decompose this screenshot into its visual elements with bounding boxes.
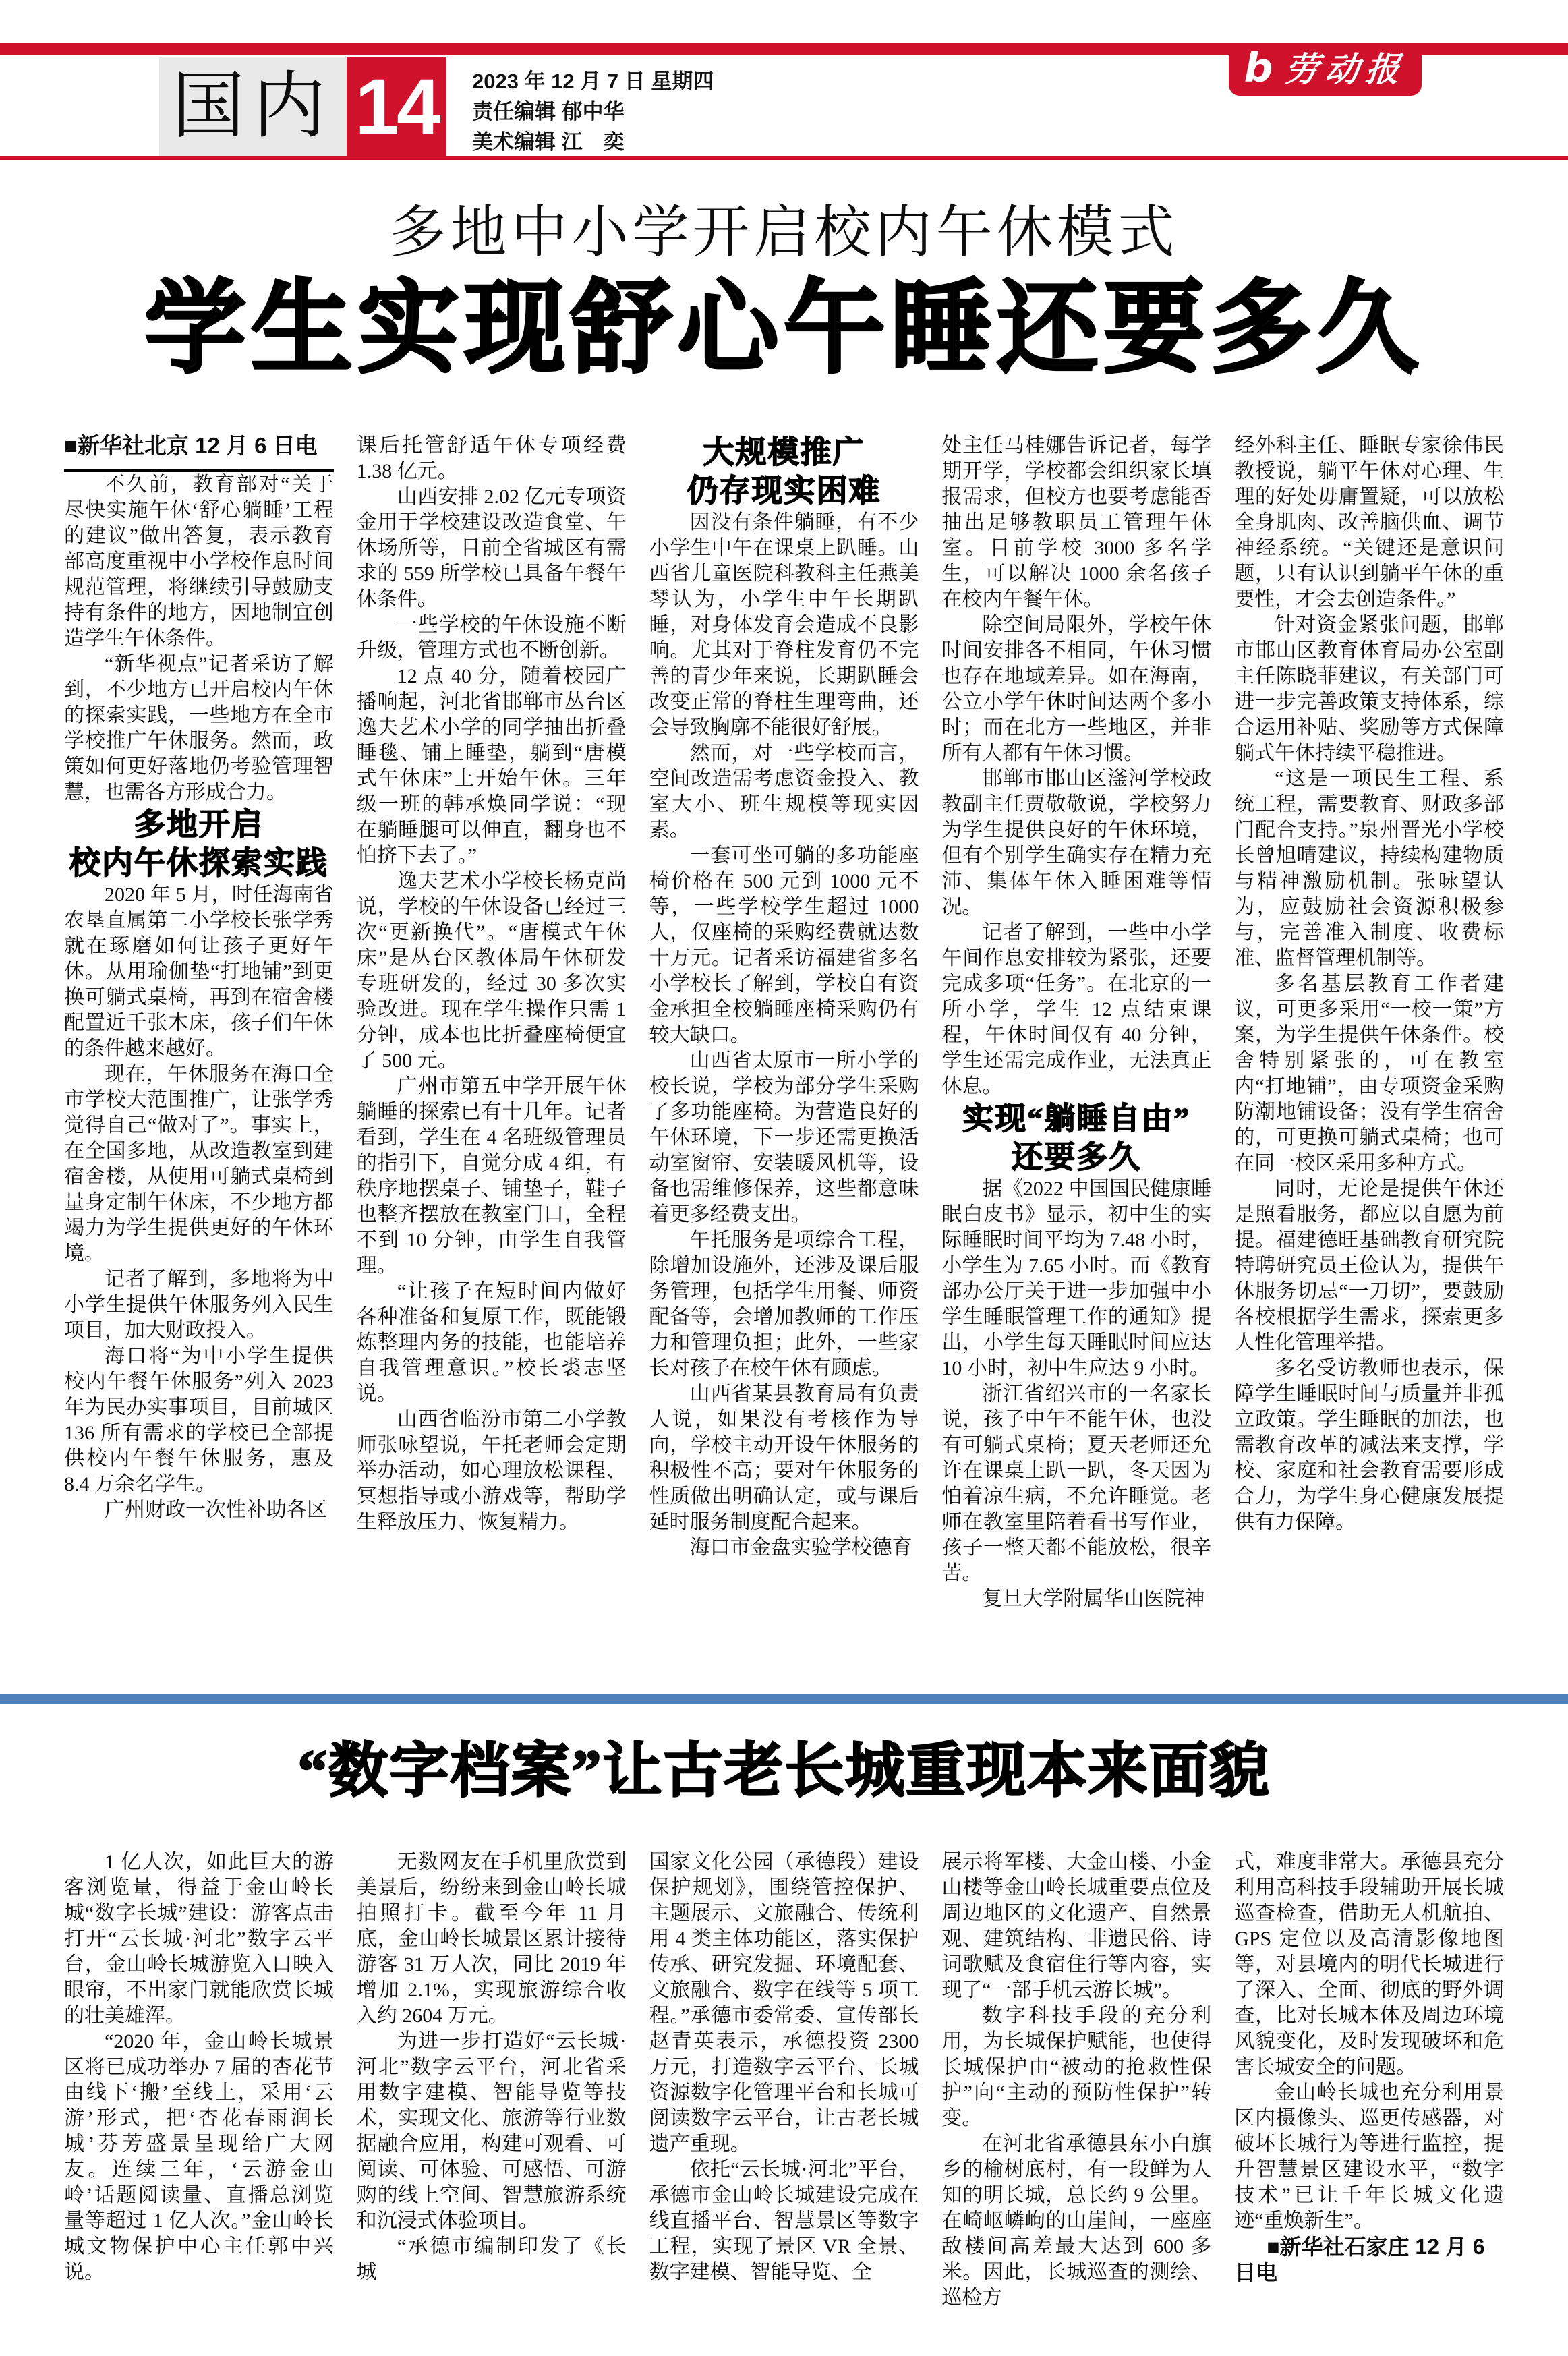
article1-column-1 (64, 433, 334, 1642)
article-paragraph: 国家文化公园（承德段）建设保护规划》，围绕管控保护、主题展示、文旅融合、传统利用 4 类主体功能区，落实保护传承、研究发掘、环境配套、文旅融合、数字在线等 5 项工程。”承德市委常委、宣传部长赵青英表示，承德投资 2300 万元，打造数字云平台、长城资源数字化管理平台和长城可阅读数字云平台，让古老长城遗产重现。 (649, 1851, 919, 2155)
article-dateline: ■新华社石家庄 12 月 6 日电 (1234, 2235, 1485, 2285)
section-box (159, 57, 347, 157)
article2-column-5 (1234, 1849, 1504, 2356)
page-number: 14 (355, 62, 438, 152)
article-subhead: 多地开启 校内午休探索实践 (69, 807, 328, 881)
article1-column-5 (1234, 433, 1504, 1642)
article-paragraph: 金山岭长城也充分利用景区内摄像头、巡更传感器，对破坏长城行为等进行监控，提升智慧景区建设水平，“数字技术”已让千年长城文化遗迹“重焕新生”。 (1234, 2081, 1504, 2232)
article-paragraph: 复旦大学附属华山医院神 (982, 1588, 1205, 1611)
article-paragraph: 经外科主任、睡眠专家徐伟民教授说，躺平午休对心理、生理的好处毋庸置疑，可以放松全身肌肉、改善脑供血、调节神经系统。“关键还是意识问题，只有认识到躺平午休的重要性，才会去创造条件。” (1234, 434, 1504, 610)
article-paragraph: 针对资金紧张问题，邯郸市邯山区教育体育局办公室副主任陈晓菲建议，有关部门可进一步完善政策支持体系，综合运用补贴、奖励等方式保障躺式午休持续平稳推进。 (1234, 614, 1504, 764)
article-paragraph: 除空间局限外，学校午休时间安排各不相同，午休习惯也存在地域差异。如在海南，公立小学午休时间达两个多小时；而在北方一些地区，并非所有人都有午休习惯。 (941, 614, 1212, 764)
article-paragraph: 据《2022 中国国民健康睡眠白皮书》显示，初中生的实际睡眠时间平均为 7.48 小时，小学生为 7.65 小时。而《教育部办公厅关于进一步加强中小学生睡眠管理工作的通知》提出，小学生每天睡眠时间应达 10 小时，初中生应达 9 小时。 (941, 1178, 1212, 1380)
article-subhead: 大规模推广 仍存现实困难 (687, 435, 881, 509)
article-paragraph: 展示将军楼、大金山楼、小金山楼等金山岭长城重要点位及周边地区的文化遗产、自然景观、建筑结构、非遗民俗、诗词歌赋及食宿住行等内容，实现了“一部手机云游长城”。 (941, 1851, 1212, 2001)
article2-column-2 (357, 1849, 627, 2356)
header-rule (0, 156, 1568, 160)
article2-headline: “数字档案”让古老长城重现本来面貌 (297, 1739, 1271, 1804)
edition-date: 2023 年 12 月 7 日 星期四 (472, 69, 714, 93)
article2-column-4 (941, 1849, 1211, 2356)
masthead-title: 劳动报 (1283, 49, 1409, 89)
article-paragraph: 1 亿人次，如此巨大的游客浏览量，得益于金山岭长城“数字长城”建设：游客点击打开“云长城·河北”数字云平台，金山岭长城游览入口映入眼帘，不出家门就能欣赏长城的壮美雄浑。 (64, 1851, 334, 2027)
article1-column-4 (941, 433, 1211, 1642)
article-paragraph: 午托服务是项综合工程，除增加设施外，还涉及课后服务管理，包括学生用餐、师资配备等，会增加教师的工作压力和管理负担；此外，一些家长对孩子在校午休有顾虑。 (649, 1229, 919, 1380)
article-paragraph: 邯郸市邯山区滏河学校政教副主任贾敬敬说，学校努力为学生提供良好的午休环境，但有个别学生确实存在精力充沛、集体午休入睡困难等情况。 (941, 768, 1212, 918)
article-paragraph: 海口市金盘实验学校德育 (689, 1536, 912, 1559)
article-paragraph: 一些学校的午休设施不断升级，管理方式也不断创新。 (356, 614, 627, 662)
section-divider-bar (0, 1694, 1568, 1704)
article-dateline: ■新华社北京 12 月 6 日电 (64, 433, 334, 472)
article1-kicker: 多地中小学开启校内午休模式 (389, 202, 1179, 264)
article-paragraph: 山西省某县教育局有负责人说，如果没有考核作为导向，学校主动开设午休服务的积极性不高；要对午休服务的性质做出明确认定，或与课后延时服务制度配合起来。 (649, 1383, 919, 1534)
article-paragraph: 逸夫艺术小学校长杨克尚说，学校的午休设备已经过三次“更新换代”。“唐模式午休床”是丛台区教体局午休研发专班研发的，经过 30 多次实验改进。现在学生操作只需 1 分钟，成本也比折叠座椅便宜了 500 元。 (356, 870, 627, 1072)
article1-column-3 (649, 433, 919, 1642)
article-paragraph: 然而，对一些学校而言，空间改造需考虑资金投入、教室大小、班生规模等现实因素。 (649, 742, 919, 842)
article-paragraph: 浙江省绍兴市的一名家长说，孩子中午不能午休，也没有可躺式桌椅；夏天老师还允许在课桌上趴一趴，冬天因为怕着凉生病，不允许睡觉。老师在教室里陪着看书写作业，孩子一整天都不能放松，很辛苦。 (941, 1383, 1212, 1585)
edition-meta (472, 66, 714, 157)
editor-line-art: 美术编辑 江 奕 (472, 130, 625, 154)
article2-column-1 (64, 1849, 334, 2356)
article-paragraph: 一套可坐可躺的多功能座椅价格在 500 元到 1000 元不等，一些学校学生超过 1000 人，仅座椅的采购经费就达数十万元。记者采访福建省多名小学校长了解到，学校自有资金承担全校躺睡座椅采购仍有较大缺口。 (649, 844, 919, 1047)
article-paragraph: “2020 年，金山岭长城景区将已成功举办 7 届的杏花节由线下‘搬’至线上，采用‘云游’形式，把‘杏花春雨润长城’芬芳盛景呈现给广大网友。连续三年，‘云游金山岭’话题阅读量、直播总浏览量等超过 1 亿人次。”金山岭长城文物保护中心主任郭中兴说。 (64, 2030, 334, 2283)
article-paragraph: 广州财政一次性补助各区 (105, 1499, 327, 1522)
article-paragraph: 同时，无论是提供午休还是照看服务，都应以自愿为前提。福建德旺基础教育研究院特聘研究员王俭认为，提供午休服务切忌“一刀切”，要鼓励各校根据学生需求，探索更多人性化管理举措。 (1234, 1178, 1504, 1354)
editor-line-chief: 责任编辑 郁中华 (472, 100, 625, 123)
article-paragraph: 2020 年 5 月，时任海南省农垦直属第二小学校长张学秀就在琢磨如何让孩子更好午休。从用瑜伽垫“打地铺”到更换可躺式桌椅，再到在宿舍楼配置近千张木床，孩子们午休的条件越来越好。 (64, 884, 334, 1060)
article-subhead: 实现“躺睡自由” 还要多久 (962, 1101, 1191, 1175)
masthead-logo (1229, 43, 1422, 96)
article-paragraph: “新华视点”记者采访了解到，不少地方已开启校内午休的探索实践，一些地方在全市学校推广午休服务。然而，政策如何更好落地仍考验管理智慧，也需各方形成合力。 (64, 653, 334, 803)
article-paragraph: 无数网友在手机里欣赏到美景后，纷纷来到金山岭长城拍照打卡。截至今年 11 月底，金山岭长城景区累计接待游客 31 万人次，同比 2019 年增加 2.1%，实现旅游综合收入约 2604 万元。 (356, 1851, 627, 2027)
logo-b-icon: b (1244, 45, 1273, 92)
article-paragraph: 多名受访教师也表示，保障学生睡眠时间与质量并非孤立政策。学生睡眠的加法，也需教育改革的减法来支撑，学校、家庭和社会教育需要形成合力，为学生身心健康发展提供有力保障。 (1234, 1357, 1504, 1533)
article-paragraph: 式，难度非常大。承德县充分利用高科技手段辅助开展长城巡查检查，借助无人机航拍、GPS 定位以及高清影像地图等，对县境内的明代长城进行了深入、全面、彻底的野外调查，比对长城本体及周边环境风貌变化，及时发现破坏和危害长城安全的问题。 (1234, 1851, 1504, 2078)
article-paragraph: 山西省临汾市第二小学教师张咏望说，午托老师会定期举办活动，如心理放松课程、冥想指导或小游戏等，帮助学生释放压力、恢复精力。 (356, 1408, 627, 1533)
article2-columns (64, 1849, 1504, 2356)
article2-column-3 (649, 1849, 919, 2356)
article-paragraph: “承德市编制印发了《长城 (356, 2235, 627, 2283)
article-paragraph: “这是一项民生工程、系统工程，需要教育、财政多部门配合支持。”泉州晋光小学校长曾旭晴建议，持续构建物质与精神激励机制。张咏望认为，应鼓励社会资源积极参与，完善准入制度、收费标准、监督管理机制等。 (1234, 768, 1504, 969)
article-paragraph: 依托“云长城·河北”平台，承德市金山岭长城建设完成在线直播平台、智慧景区等数字工程，实现了景区 VR 全景、数字建模、智能导览、全 (649, 2158, 919, 2283)
article1-headline: 学生实现舒心午睡还要多久 (144, 273, 1424, 385)
page-number-box (347, 57, 446, 157)
article-paragraph: 因没有条件躺睡，有不少小学生中午在课桌上趴睡。山西省儿童医院科教科主任燕美琴认为，小学生中午长期趴睡，对身体发育会造成不良影响。尤其对于脊柱发育仍不完善的青少年来说，长期趴睡会改变正常的脊柱生理弯曲，还会导致胸廓不能很好舒展。 (649, 511, 919, 739)
article-paragraph: 处主任马桂娜告诉记者，每学期开学，学校都会组织家长填报需求，但校方也要考虑能否抽出足够教职员工管理午休室。目前学校 3000 多名学生，可以解决 1000 余名孩子在校内午餐午休。 (941, 434, 1212, 610)
article-paragraph: 山西安排 2.02 亿元专项资金用于学校建设改造食堂、午休场所等，目前全省城区有需求的 559 所学校已具备午餐午休条件。 (356, 486, 627, 610)
article-paragraph: 记者了解到，多地将为中小学生提供午休服务列入民生项目，加大财政投入。 (64, 1268, 334, 1342)
article1-columns (64, 433, 1504, 1642)
article-paragraph: 广州市第五中学开展午休躺睡的探索已有十几年。记者看到，学生在 4 名班级管理员的指引下，自觉分成 4 组，有秩序地摆桌子、铺垫子，鞋子也整齐摆放在教室门口，全程不到 10 分钟，由学生自我管理。 (356, 1075, 627, 1277)
article-paragraph: 现在，午休服务在海口全市学校大范围推广，让张学秀觉得自己“做对了”。事实上，在全国多地，从改造教室到建宿舍楼，从使用可躺式桌椅到量身定制午休床，不少地方都竭力为学生提供更好的午休环境。 (64, 1063, 334, 1265)
article-paragraph: 多名基层教育工作者建议，可更多采用“一校一策”方案，为学生提供午休条件。校舍特别紧张的，可在教室内“打地铺”，由专项资金采购防潮地铺设备；没有学生宿舍的，可更换可躺式桌椅；也可在同一校区采用多种方式。 (1234, 973, 1504, 1174)
article-paragraph: 山西省太原市一所小学的校长说，学校为部分学生采购了多功能座椅。为营造良好的午休环境，下一步还需更换活动室窗帘、安装暖风机等，设备也需维修保养，这些都意味着更多经费支出。 (649, 1050, 919, 1226)
article-paragraph: 课后托管舒适午休专项经费 1.38 亿元。 (356, 434, 627, 482)
article-paragraph: 海口将“为中小学生提供校内午餐午休服务”列入 2023 年为民办实事项目，目前城区 136 所有需求的学校已全部提供校内午餐午休服务，惠及 8.4 万余名学生。 (64, 1345, 334, 1496)
article-paragraph: “让孩子在短时间内做好各种准备和复原工作，既能锻炼整理内务的技能，也能培养自我管理意识。”校长裘志坚说。 (356, 1280, 627, 1405)
article1-column-2 (357, 433, 627, 1642)
article-paragraph: 数字科技手段的充分利用，为长城保护赋能，也使得长城保护由“被动的抢救性保护”向“主动的预防性保护”转变。 (941, 2005, 1212, 2129)
article-paragraph: 记者了解到，一些中小学午间作息安排较为紧张，还要完成多项“任务”。在北京的一所小学，学生 12 点结束课程，午休时间仅有 40 分钟，学生还需完成作业，无法真正休息。 (941, 921, 1212, 1097)
article-paragraph: 在河北省承德县东小白旗乡的榆树底村，有一段鲜为人知的明长城，总长约 9 公里。在崎岖嶙峋的山崖间，一座座敌楼间高差最大达到 600 多米。因此，长城巡查的测绘、巡检方 (941, 2133, 1212, 2309)
article-paragraph: 12 点 40 分，随着校园广播响起，河北省邯郸市丛台区逸夫艺术小学的同学抽出折叠睡毯、铺上睡垫，躺到“唐模式午休床”上开始午休。三年级一班的韩承焕同学说：“现在躺睡腿可以伸直，翻身也不怕挤下去了。” (356, 665, 627, 867)
article-paragraph: 不久前，教育部对“关于尽快实施午休‘舒心躺睡’工程的建议”做出答复，表示教育部高度重视中小学校作息时间规范管理，将继续引导鼓励支持有条件的地方，因地制宜创造学生午休条件。 (64, 473, 334, 650)
article-paragraph: 为进一步打造好“云长城·河北”数字云平台，河北省采用数字建模、智能导览等技术，实现文化、旅游等行业数据融合应用，构建可观看、可阅读、可体验、可感悟、可游购的线上空间、智慧旅游系统和沉浸式体验项目。 (356, 2030, 627, 2232)
section-label: 国内 (171, 66, 334, 147)
